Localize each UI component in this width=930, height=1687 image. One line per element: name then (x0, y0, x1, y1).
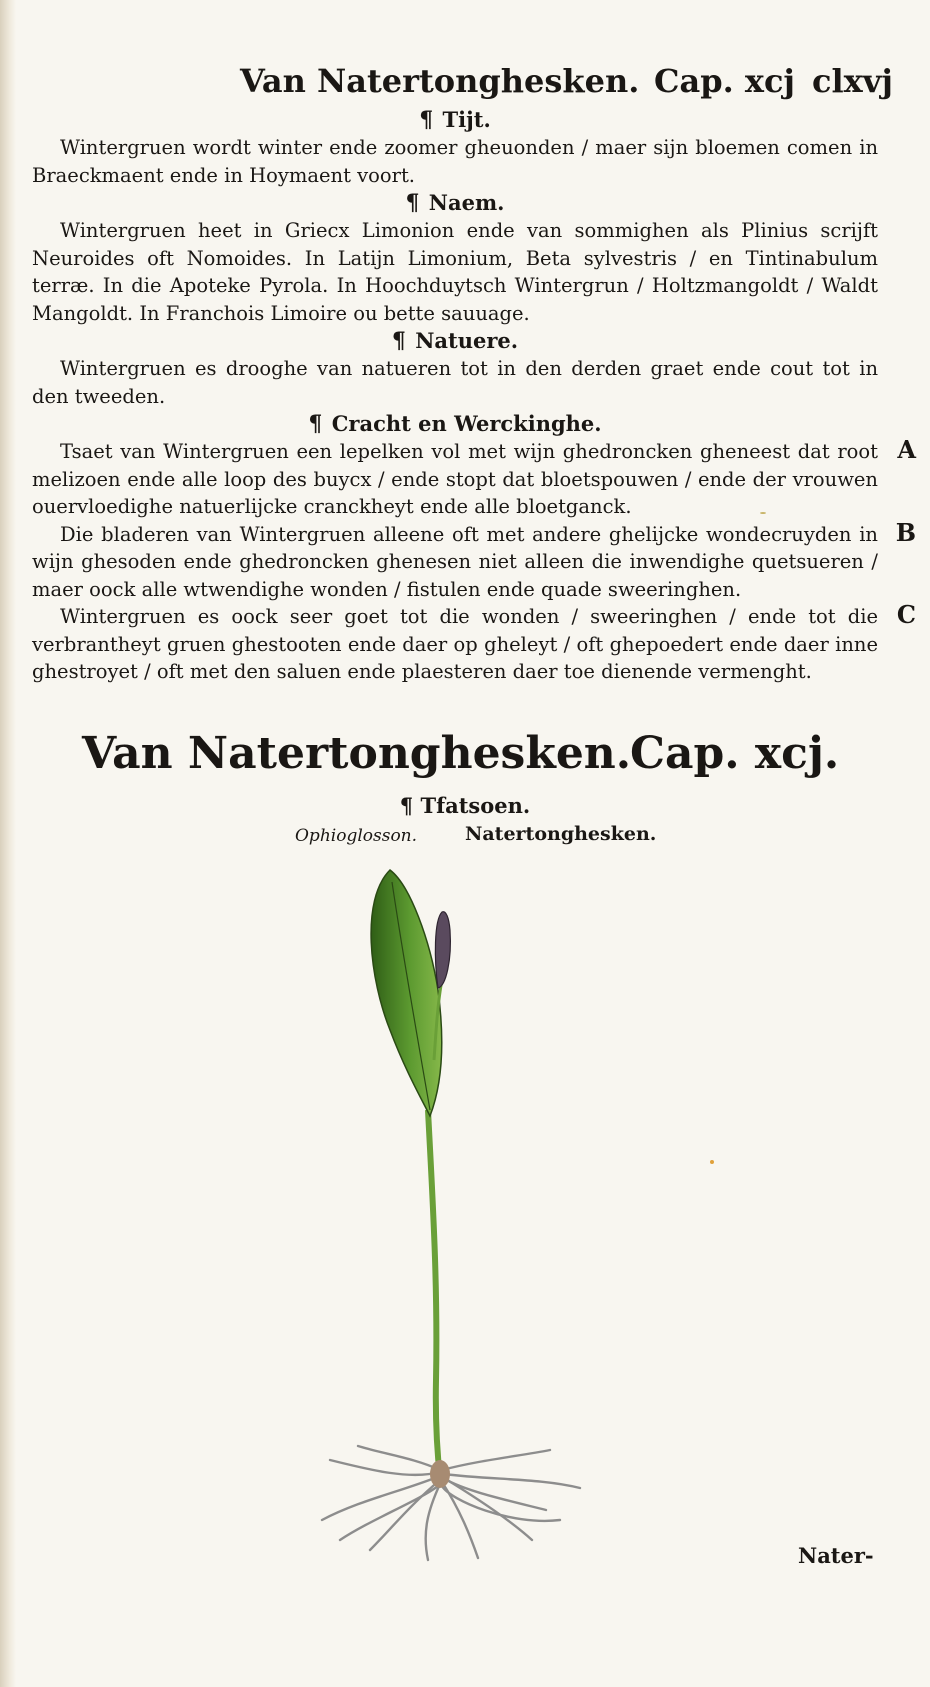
plant-roots (322, 1446, 580, 1560)
section-heading-label: Tijt. (442, 107, 491, 132)
section-heading-tijt (32, 106, 878, 134)
paper-speck (760, 512, 766, 514)
chapter-title: Van Natertonghesken. (82, 728, 632, 779)
running-head-title: Van Natertonghesken. (240, 62, 640, 100)
plant-stem (428, 1110, 440, 1478)
plant-leaf (371, 870, 442, 1116)
paragraph (32, 134, 878, 189)
adders-tongue-illustration (310, 860, 630, 1570)
body-text (32, 106, 916, 686)
pilcrow-icon: ¶ (391, 328, 406, 354)
pilcrow-icon: ¶ (399, 793, 414, 818)
paragraph (32, 355, 878, 410)
paragraph-text: Die bladeren van Wintergruen alleene oft met andere ghelijcke wondecruyden in wijn ghesoden ende ghedroncken ghenesen niet alleen die inwendighe quetsueren / maer oock alle wtwendighe wonden / fistulen ende quade sweeringhen. (32, 522, 878, 601)
section-heading-label: Natuere. (415, 328, 519, 353)
chapter-number: Cap. xcj. (630, 728, 840, 779)
section-heading-natuere (32, 327, 878, 355)
margin-letter: A (897, 435, 916, 464)
paragraph-text: Tsaet van Wintergruen een lepelken vol met wijn ghedroncken gheneest dat root melizoen ende alle loop des buycx / ende stopt dat bloetspouwen / ende der vrouwen ouervloedighe natuerlijcke cranckheyt ende alle bloetganck. (32, 440, 878, 518)
running-head-chapter: Cap. xcj (654, 62, 795, 100)
pilcrow-icon: ¶ (419, 107, 434, 133)
root-crown (430, 1460, 450, 1488)
figure-caption-latin: Ophioglosson. (295, 826, 418, 846)
paragraph-text: Wintergruen wordt winter ende zoomer gheuonden / maer sijn bloemen comen in Braeckmaent ende in Hoymaent voort. (32, 136, 878, 187)
figure-heading-label: Tfatsoen. (420, 793, 531, 818)
running-head (0, 62, 930, 108)
catchword: Nater- (798, 1543, 874, 1568)
chapter-heading (0, 728, 930, 790)
pilcrow-icon: ¶ (405, 190, 420, 216)
paper-speck (710, 1160, 714, 1164)
section-heading-label: Naem. (428, 190, 505, 215)
page-gutter-shadow (0, 0, 16, 1687)
fertile-spike (435, 912, 450, 988)
paragraph (32, 217, 878, 327)
folio-number: clxvj (812, 62, 893, 100)
figure-heading (0, 793, 930, 818)
section-heading-naem (32, 189, 878, 217)
section-heading-cracht (32, 410, 878, 438)
figure-caption-dutch: Natertonghesken. (465, 823, 657, 845)
paragraph-text: Wintergruen es oock seer goet tot die wonden / sweeringhen / ende tot die verbrantheyt gruen ghestooten ende daer op gheleyt / oft ghepoedert ende daer inne ghestroyet / oft met den saluen ende plaesteren daer toe dienende vermenght. (32, 605, 878, 683)
pilcrow-icon: ¶ (308, 411, 323, 437)
paragraph (32, 517, 916, 604)
paragraph (32, 600, 916, 686)
paragraph-text: Wintergruen heet in Griecx Limonion ende van sommighen als Plinius scrijft Neuroides oft Nomoides. In Latijn Limonium, Beta sylvestris / en Tintinabulum terræ. In die Apoteke Pyrola. In Hoochduytsch Wintergrun / Holtzmangoldt / Waldt Mangoldt. In Franchois Limoire ou bette sauuage. (32, 219, 878, 325)
paragraph-text: Wintergruen es drooghe van natueren tot in den derden graet ende cout tot in den tweeden. (32, 357, 878, 408)
margin-letter: C (896, 600, 916, 629)
section-heading-label: Cracht en Werckinghe. (331, 411, 602, 436)
margin-letter: B (895, 517, 916, 547)
paragraph (32, 435, 916, 521)
